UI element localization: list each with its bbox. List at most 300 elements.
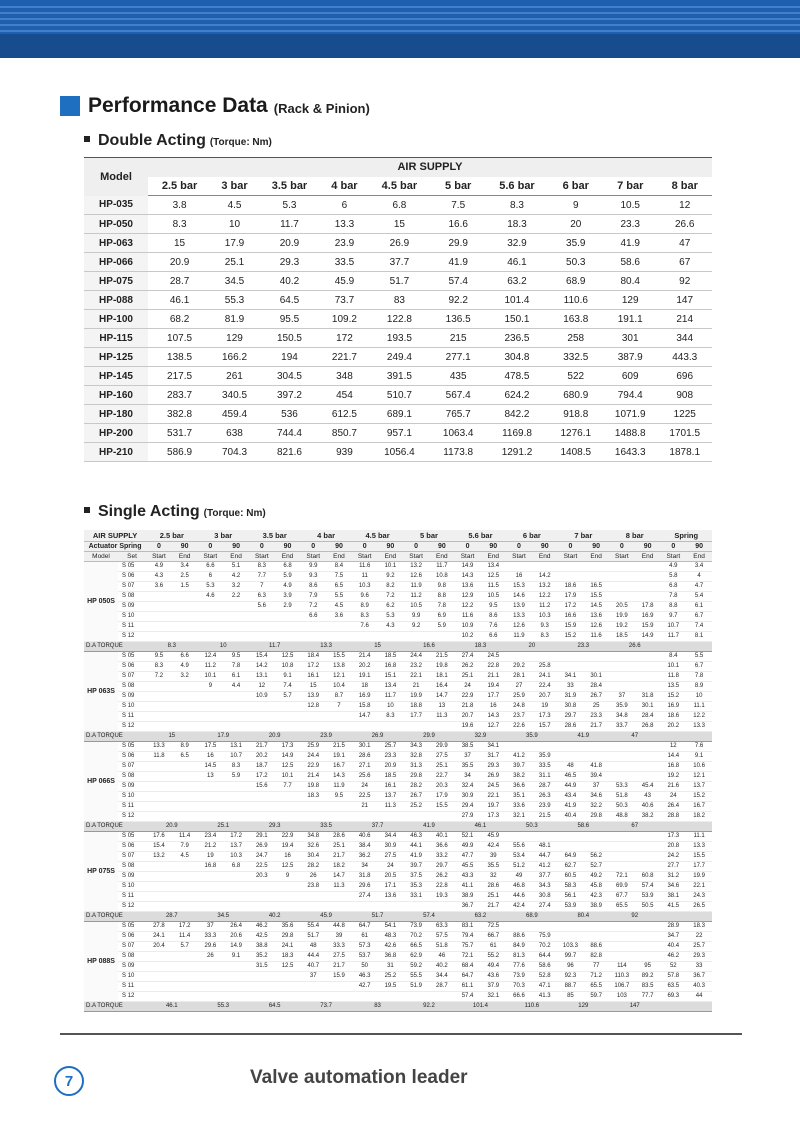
da-torque-spring-cell (660, 641, 712, 651)
torque-cell (275, 631, 301, 641)
torque-cell: 32.6 (300, 841, 326, 851)
da-torque-cell: 40.2 (249, 911, 300, 921)
torque-cell (635, 571, 661, 581)
torque-cell: 16.6 (558, 611, 584, 621)
torque-cell (223, 801, 249, 811)
table-row (84, 571, 712, 581)
torque-cell (326, 801, 352, 811)
torque-cell: 918.8 (549, 405, 603, 424)
torque-cell: 34.6 (583, 791, 609, 801)
torque-cell: 26.9 (368, 234, 431, 253)
da-torque-cell: 64.5 (249, 1001, 300, 1011)
torque-cell: 70.2 (532, 941, 558, 951)
torque-cell: 95 (635, 961, 661, 971)
torque-cell: 939 (321, 443, 368, 462)
torque-cell: 12.6 (403, 571, 429, 581)
torque-cell: 80.4 (603, 272, 657, 291)
torque-cell (609, 581, 635, 591)
torque-cell: 5.7 (275, 691, 301, 701)
torque-cell: 51.2 (506, 861, 532, 871)
torque-cell: 32.2 (583, 801, 609, 811)
torque-cell: 4.2 (223, 571, 249, 581)
torque-cell: 27.9 (455, 811, 481, 821)
torque-cell: 217.5 (148, 367, 211, 386)
torque-cell: 77.7 (635, 991, 661, 1001)
torque-cell (300, 811, 326, 821)
torque-cell: 12.1 (326, 671, 352, 681)
torque-cell (558, 751, 584, 761)
torque-cell: 19.9 (609, 611, 635, 621)
section-subtitle: (Rack & Pinion) (273, 100, 370, 116)
table-row (84, 601, 712, 611)
torque-cell: 51.8 (429, 941, 455, 951)
torque-cell: 12.5 (480, 571, 506, 581)
torque-cell (249, 721, 275, 731)
angle-header: 0 (506, 541, 532, 551)
torque-cell: 9.8 (429, 581, 455, 591)
torque-cell: 26.3 (532, 791, 558, 801)
torque-cell: 18.5 (609, 631, 635, 641)
angle-header: 90 (480, 541, 506, 551)
torque-cell (635, 861, 661, 871)
pressure-header: 5 bar (431, 177, 485, 196)
torque-cell: 215 (431, 329, 485, 348)
torque-cell: 1276.1 (549, 424, 603, 443)
table-row (84, 691, 712, 701)
torque-cell: 15.8 (352, 701, 378, 711)
pressure-header: 6 bar (506, 530, 557, 541)
torque-cell (172, 701, 198, 711)
torque-cell (223, 981, 249, 991)
torque-cell: 42.4 (506, 901, 532, 911)
torque-cell: 7.8 (660, 591, 686, 601)
torque-cell: 75.9 (532, 931, 558, 941)
da-torque-cell: 83 (352, 1001, 403, 1011)
torque-cell: 67 (657, 253, 712, 272)
torque-cell (558, 841, 584, 851)
torque-cell (146, 681, 172, 691)
torque-cell (609, 761, 635, 771)
da-torque-cell: 15 (146, 731, 197, 741)
torque-cell: 13.6 (455, 581, 481, 591)
pressure-header: 3.5 bar (249, 530, 300, 541)
torque-cell: 21.5 (326, 741, 352, 751)
torque-cell (609, 651, 635, 661)
torque-cell: 23.3 (378, 751, 404, 761)
torque-cell (326, 901, 352, 911)
set-cell: S 08 (118, 951, 146, 961)
torque-cell: 612.5 (321, 405, 368, 424)
torque-cell: 18.8 (403, 701, 429, 711)
torque-cell (403, 901, 429, 911)
torque-cell: 64.9 (558, 851, 584, 861)
end-header: End (532, 551, 558, 561)
torque-cell: 6.9 (429, 611, 455, 621)
da-torque-cell: 37.7 (352, 821, 403, 831)
torque-cell: 52.8 (532, 971, 558, 981)
da-torque-cell: 92.2 (403, 1001, 454, 1011)
torque-cell: 18.7 (249, 761, 275, 771)
torque-cell (146, 961, 172, 971)
torque-cell: 191.1 (603, 310, 657, 329)
torque-cell (352, 631, 378, 641)
torque-cell: 172 (321, 329, 368, 348)
da-torque-cell: 25.1 (198, 821, 249, 831)
model-header: Model (84, 158, 148, 196)
torque-cell: 16.5 (583, 581, 609, 591)
torque-cell: 13.2 (403, 561, 429, 571)
torque-cell: 33.2 (429, 851, 455, 861)
torque-cell (300, 901, 326, 911)
torque-cell: 61 (480, 941, 506, 951)
torque-cell: 4.3 (378, 621, 404, 631)
torque-cell: 4 (686, 571, 712, 581)
torque-cell: 27.4 (532, 901, 558, 911)
torque-cell: 64.5 (258, 291, 321, 310)
torque-cell: 16.8 (660, 761, 686, 771)
torque-cell: 15.3 (506, 581, 532, 591)
torque-cell: 9.3 (532, 621, 558, 631)
set-cell: S 07 (118, 761, 146, 771)
torque-cell (198, 801, 224, 811)
torque-cell: 24.1 (275, 941, 301, 951)
torque-cell: 2.5 (172, 571, 198, 581)
table-row (84, 253, 712, 272)
torque-cell (172, 811, 198, 821)
da-torque-cell: 67 (609, 821, 660, 831)
air-supply-header: AIR SUPPLY (84, 530, 146, 541)
pressure-header: 7 bar (558, 530, 609, 541)
torque-cell: 9.7 (660, 611, 686, 621)
torque-cell (300, 991, 326, 1001)
table-row (84, 941, 712, 951)
torque-cell: 7.8 (429, 601, 455, 611)
torque-cell (583, 931, 609, 941)
torque-cell: 17.2 (172, 921, 198, 931)
angle-header: 0 (558, 541, 584, 551)
torque-cell: 15 (300, 681, 326, 691)
torque-cell: 11.3 (378, 801, 404, 811)
torque-cell: 73.7 (321, 291, 368, 310)
torque-cell (635, 681, 661, 691)
torque-cell: 46.1 (148, 291, 211, 310)
torque-cell (146, 601, 172, 611)
torque-cell: 9.1 (686, 751, 712, 761)
torque-cell: 53.3 (609, 781, 635, 791)
torque-cell: 11.9 (326, 781, 352, 791)
torque-cell (583, 751, 609, 761)
torque-cell: 33.5 (532, 761, 558, 771)
torque-cell (146, 721, 172, 731)
torque-cell (635, 771, 661, 781)
torque-cell: 8.1 (686, 631, 712, 641)
torque-cell: 638 (211, 424, 258, 443)
set-cell: S 05 (118, 651, 146, 661)
pressure-header: 2.5 bar (146, 530, 197, 541)
torque-cell (532, 741, 558, 751)
torque-cell (609, 561, 635, 571)
torque-cell: 14.5 (583, 601, 609, 611)
torque-cell: 18.3 (275, 951, 301, 961)
torque-cell: 30.9 (455, 791, 481, 801)
torque-cell: 46.1 (485, 253, 548, 272)
torque-cell (403, 631, 429, 641)
torque-cell: 41.9 (558, 801, 584, 811)
torque-cell: 454 (321, 386, 368, 405)
torque-cell: 44.9 (558, 781, 584, 791)
torque-cell: 52.1 (455, 831, 481, 841)
torque-cell: 6.8 (368, 196, 431, 215)
set-cell: S 08 (118, 591, 146, 601)
torque-cell (223, 781, 249, 791)
torque-cell: 18.4 (300, 651, 326, 661)
torque-cell (378, 631, 404, 641)
torque-cell: 11.6 (352, 561, 378, 571)
torque-cell: 283.7 (148, 386, 211, 405)
torque-cell: 12 (249, 681, 275, 691)
torque-cell: 92.2 (431, 291, 485, 310)
torque-cell (172, 891, 198, 901)
torque-cell (635, 841, 661, 851)
torque-cell: 59.2 (403, 961, 429, 971)
torque-cell (198, 631, 224, 641)
torque-cell: 45.5 (455, 861, 481, 871)
start-header: Start (300, 551, 326, 561)
torque-cell: 26.9 (480, 771, 506, 781)
torque-cell: 44.4 (300, 951, 326, 961)
torque-cell: 114 (609, 961, 635, 971)
set-cell: S 08 (118, 861, 146, 871)
torque-cell: 20.5 (378, 871, 404, 881)
torque-cell: 7.8 (223, 661, 249, 671)
torque-cell (172, 611, 198, 621)
torque-cell: 21 (352, 801, 378, 811)
torque-cell: 36.8 (378, 951, 404, 961)
torque-cell: 18.2 (326, 861, 352, 871)
torque-cell: 31.2 (660, 871, 686, 881)
angle-header: 0 (403, 541, 429, 551)
torque-cell (300, 631, 326, 641)
table-row (84, 215, 712, 234)
da-torque-cell: 28.7 (146, 911, 197, 921)
torque-cell: 64.4 (532, 951, 558, 961)
torque-cell: 33.1 (403, 891, 429, 901)
torque-cell (223, 691, 249, 701)
torque-cell: 17.3 (532, 711, 558, 721)
torque-cell: 20.3 (249, 871, 275, 881)
torque-cell: 12 (660, 741, 686, 751)
da-torque-cell: 11.7 (249, 641, 300, 651)
bullet-icon (84, 507, 90, 513)
torque-cell: 8.3 (532, 631, 558, 641)
table-row (84, 581, 712, 591)
torque-cell: 7.6 (686, 741, 712, 751)
torque-cell: 14.2 (532, 571, 558, 581)
torque-cell: 8.3 (352, 611, 378, 621)
table-row (84, 861, 712, 871)
torque-cell: 62.9 (403, 951, 429, 961)
torque-cell: 12.2 (686, 711, 712, 721)
torque-cell: 13.9 (506, 601, 532, 611)
da-torque-cell: 110.6 (506, 1001, 557, 1011)
torque-cell: 29.3 (480, 761, 506, 771)
torque-cell (198, 621, 224, 631)
torque-cell: 41.8 (583, 761, 609, 771)
torque-cell: 83.1 (455, 921, 481, 931)
torque-cell: 3.2 (223, 581, 249, 591)
torque-cell: 8.3 (146, 661, 172, 671)
torque-cell: 29.6 (352, 881, 378, 891)
torque-cell (275, 991, 301, 1001)
torque-cell: 8.3 (485, 196, 548, 215)
torque-cell: 25.1 (429, 761, 455, 771)
torque-cell: 5.3 (258, 196, 321, 215)
torque-cell: 10.5 (403, 601, 429, 611)
torque-cell: 35.5 (480, 861, 506, 871)
torque-cell (146, 971, 172, 981)
torque-cell (198, 601, 224, 611)
torque-cell: 28.6 (558, 721, 584, 731)
torque-cell: 21.5 (429, 651, 455, 661)
torque-cell: 19.2 (660, 771, 686, 781)
set-cell: S 05 (118, 741, 146, 751)
da-torque-cell: 47 (609, 731, 660, 741)
torque-cell: 10.5 (603, 196, 657, 215)
torque-cell (146, 901, 172, 911)
torque-cell: 16.8 (198, 861, 224, 871)
torque-cell (223, 791, 249, 801)
torque-cell (583, 651, 609, 661)
air-supply-header: AIR SUPPLY (148, 158, 712, 177)
da-torque-cell: 35.9 (506, 731, 557, 741)
torque-cell (300, 621, 326, 631)
set-cell: S 07 (118, 581, 146, 591)
torque-cell: 81.3 (506, 951, 532, 961)
single-acting-heading (84, 503, 266, 521)
torque-cell: 68.4 (455, 961, 481, 971)
torque-cell: 19.6 (455, 721, 481, 731)
torque-cell (275, 611, 301, 621)
angle-header: 90 (532, 541, 558, 551)
torque-cell (609, 941, 635, 951)
torque-cell: 11.9 (403, 581, 429, 591)
torque-cell: 32.8 (403, 751, 429, 761)
torque-cell: 1225 (657, 405, 712, 424)
torque-cell: 13.2 (146, 851, 172, 861)
torque-cell: 42.6 (378, 941, 404, 951)
torque-cell (429, 721, 455, 731)
torque-cell: 35.1 (506, 791, 532, 801)
torque-cell: 14.3 (480, 711, 506, 721)
torque-cell: 58.3 (558, 881, 584, 891)
torque-cell: 57.5 (429, 931, 455, 941)
torque-cell: 25.7 (378, 741, 404, 751)
table-row (84, 681, 712, 691)
torque-cell: 13.7 (223, 841, 249, 851)
torque-cell (198, 691, 224, 701)
torque-cell: 29.8 (275, 931, 301, 941)
torque-cell: 194 (258, 348, 321, 367)
torque-cell (249, 791, 275, 801)
torque-cell: 8.7 (326, 691, 352, 701)
torque-cell: 9.5 (480, 601, 506, 611)
set-cell: S 11 (118, 981, 146, 991)
torque-cell: 50.3 (609, 801, 635, 811)
torque-cell: 14.7 (429, 691, 455, 701)
torque-cell: 37 (455, 751, 481, 761)
torque-cell: 13.1 (249, 671, 275, 681)
torque-cell: 391.5 (368, 367, 431, 386)
actuator-spring-header: Actuator Spring (84, 541, 146, 551)
torque-cell: 32.9 (485, 234, 548, 253)
torque-cell: 13 (198, 771, 224, 781)
torque-cell: 9.6 (352, 591, 378, 601)
torque-cell: 567.4 (431, 386, 485, 405)
torque-cell: 40.7 (300, 961, 326, 971)
torque-cell: 12.1 (686, 771, 712, 781)
torque-cell: 34.5 (211, 272, 258, 291)
section-square-icon (60, 96, 80, 116)
torque-cell: 33 (686, 961, 712, 971)
torque-cell (429, 811, 455, 821)
table-row (84, 791, 712, 801)
set-cell: S 12 (118, 991, 146, 1001)
torque-cell: 49.2 (583, 871, 609, 881)
torque-cell: 382.8 (148, 405, 211, 424)
torque-cell: 31.1 (532, 771, 558, 781)
torque-cell (609, 681, 635, 691)
torque-cell: 10.4 (326, 681, 352, 691)
torque-cell: 32.4 (455, 781, 481, 791)
torque-cell (172, 631, 198, 641)
torque-cell: 24.4 (403, 651, 429, 661)
torque-cell (172, 771, 198, 781)
torque-cell (635, 581, 661, 591)
torque-cell: 27.8 (146, 921, 172, 931)
torque-cell: 103.3 (558, 941, 584, 951)
set-cell: S 10 (118, 611, 146, 621)
model-cell: HP-063 (84, 234, 148, 253)
torque-cell: 28.4 (583, 681, 609, 691)
torque-cell: 31.5 (249, 961, 275, 971)
torque-cell: 6.8 (275, 561, 301, 571)
torque-cell: 9 (275, 871, 301, 881)
torque-cell: 340.5 (211, 386, 258, 405)
torque-cell (146, 591, 172, 601)
torque-cell: 72.1 (609, 871, 635, 881)
torque-cell: 15.9 (635, 621, 661, 631)
torque-cell: 4.9 (660, 561, 686, 571)
torque-cell: 63.2 (485, 272, 548, 291)
torque-cell: 22.9 (275, 831, 301, 841)
torque-cell: 73.9 (506, 971, 532, 981)
torque-cell (609, 931, 635, 941)
torque-cell: 35.3 (403, 881, 429, 891)
torque-cell (506, 651, 532, 661)
torque-cell: 83 (368, 291, 431, 310)
torque-cell: 39 (480, 851, 506, 861)
torque-cell: 6.6 (172, 651, 198, 661)
torque-cell: 37 (198, 921, 224, 931)
torque-cell: 85 (558, 991, 584, 1001)
torque-cell: 26.2 (455, 661, 481, 671)
torque-cell (583, 831, 609, 841)
torque-cell (249, 811, 275, 821)
torque-cell: 31.9 (558, 691, 584, 701)
torque-cell: 28.9 (660, 921, 686, 931)
torque-cell (223, 961, 249, 971)
torque-cell: 7.5 (326, 571, 352, 581)
